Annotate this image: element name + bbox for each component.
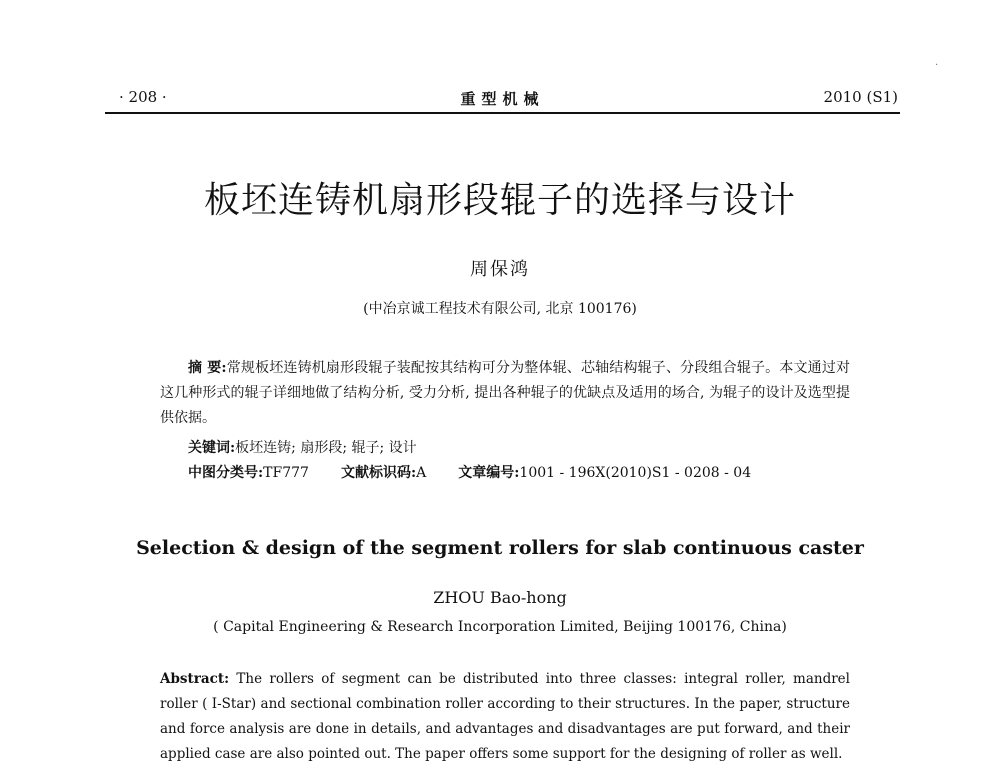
paper-title-cn: 板坯连铸机扇形段辊子的选择与设计: [203, 180, 796, 221]
doc-code-label: 文献标识码:: [340, 465, 417, 481]
abstract-en-label: Abstract:: [160, 671, 230, 687]
affiliation-en: ( Capital Engineering & Research Incorporation Limited, Beijing 100176, China): [213, 619, 787, 635]
abstract-cn-text: 常规板坯连铸机扇形段辊子装配按其结构可分为整体辊、芯轴结构辊子、分段组合辊子。本文通过对这几种形式的辊子详细地做了结构分析, 受力分析, 提出各种辊子的优缺点及适用的场合, 为辊子的设计及选型提供依据。: [160, 360, 851, 426]
abstract-cn-label: 摘 要:: [188, 360, 227, 376]
issue-label: 2010 (S1): [823, 88, 898, 106]
article-no-value: 1001 - 196X(2010)S1 - 0208 - 04: [519, 465, 752, 481]
clc-value: TF777: [263, 465, 309, 481]
clc-label: 中图分类号:: [188, 465, 264, 481]
scan-mark: ·: [935, 60, 939, 71]
abstract-en: [160, 667, 850, 767]
classification-line: [188, 462, 751, 482]
keywords-cn-text: 板坯连铸; 扇形段; 辊子; 设计: [235, 440, 417, 456]
paper-title-en: Selection & design of the segment rollers for slab continuous caster: [136, 537, 864, 559]
article-no-label: 文章编号:: [458, 465, 520, 481]
page-number: · 208 ·: [119, 88, 167, 106]
abstract-cn: [160, 356, 850, 431]
doc-code-value: A: [416, 465, 427, 481]
journal-name: 重型机械: [460, 90, 545, 108]
header-rule: [105, 112, 900, 114]
keywords-cn-label: 关键词:: [188, 440, 236, 456]
page-header: [105, 86, 900, 108]
author-cn: 周保鸿: [470, 259, 530, 280]
affiliation-cn: (中冶京诚工程技术有限公司, 北京 100176): [363, 301, 637, 317]
abstract-en-text: The rollers of segment can be distributed into three classes: integral roller, mandrel roller ( I-Star) and sectional combination roller according to their structures. In the paper, structure and force analysis are done in details, and advantages and disadvantages are put forward, and their applied case are also pointed out. The paper offers some support for the designing of roller as well.: [160, 671, 850, 762]
keywords-cn: [188, 437, 417, 457]
author-en: ZHOU Bao-hong: [433, 588, 567, 607]
